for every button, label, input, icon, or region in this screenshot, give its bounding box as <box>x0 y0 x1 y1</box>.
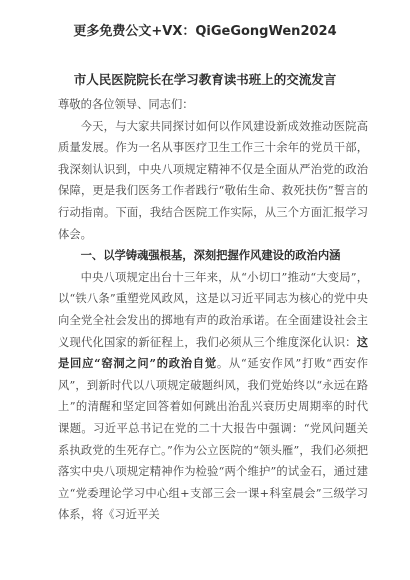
watermark-banner: 更多免费公文+VX：QiGeGongWen2024 <box>73 24 337 39</box>
emphasis-text: 这是回应“窑洞之问”的政治自觉 <box>58 334 368 371</box>
greeting-line: 尊敬的各位领导、同志们： <box>58 98 194 111</box>
document-title: 市人民医院院长在学习教育读书班上的交流发言 <box>73 72 337 87</box>
paragraph-text: 中央八项规定出台十三年来，从“小切口”推动“大变局”，以“铁八条”重塑党风政风，这是以习近平同志为核心的党中央向全党全社会发出的掷地有声的政治承诺。在全面建设社会主义现代化国家的新征程上，我们必须从三个维度深化认识： <box>58 270 368 349</box>
document-body <box>58 94 368 526</box>
paragraph-text: 。从“延安作风”打败“西安作风”，到新时代以八项规定破题纠风，我们党始终以“永远在路上”的清醒和坚定回答着如何跳出治乱兴衰历史周期率的时代课题。习近平总书记在党的二十大报告中强调：“党风问题关系执政党的生死存亡。”作为公立医院的“领头雁”，我们必须把落实中央八项规定精神作为检验“两个维护”的试金石，通过建立“党委理论学习中心组+支部三会一课+科室晨会”三级学习体系，将《习近平关 <box>58 357 369 522</box>
paragraph-section-1 <box>58 267 368 526</box>
paragraph-intro: 今天，与大家共同探讨如何以作风建设新成效推动医院高质量发展。作为一名从事医疗卫生工作三十余年的党员干部，我深刻认识到，中央八项规定精神不仅是全面从严治党的政治保障，更是我们医务工作者践行“敬佑生命、救死扶伤”誓言的行动指南。下面，我结合医院工作实际，从三个方面汇报学习体会。 <box>58 119 368 241</box>
section-heading-1: 一、以学铸魂强根基，深刻把握作风建设的政治内涵 <box>80 248 341 263</box>
